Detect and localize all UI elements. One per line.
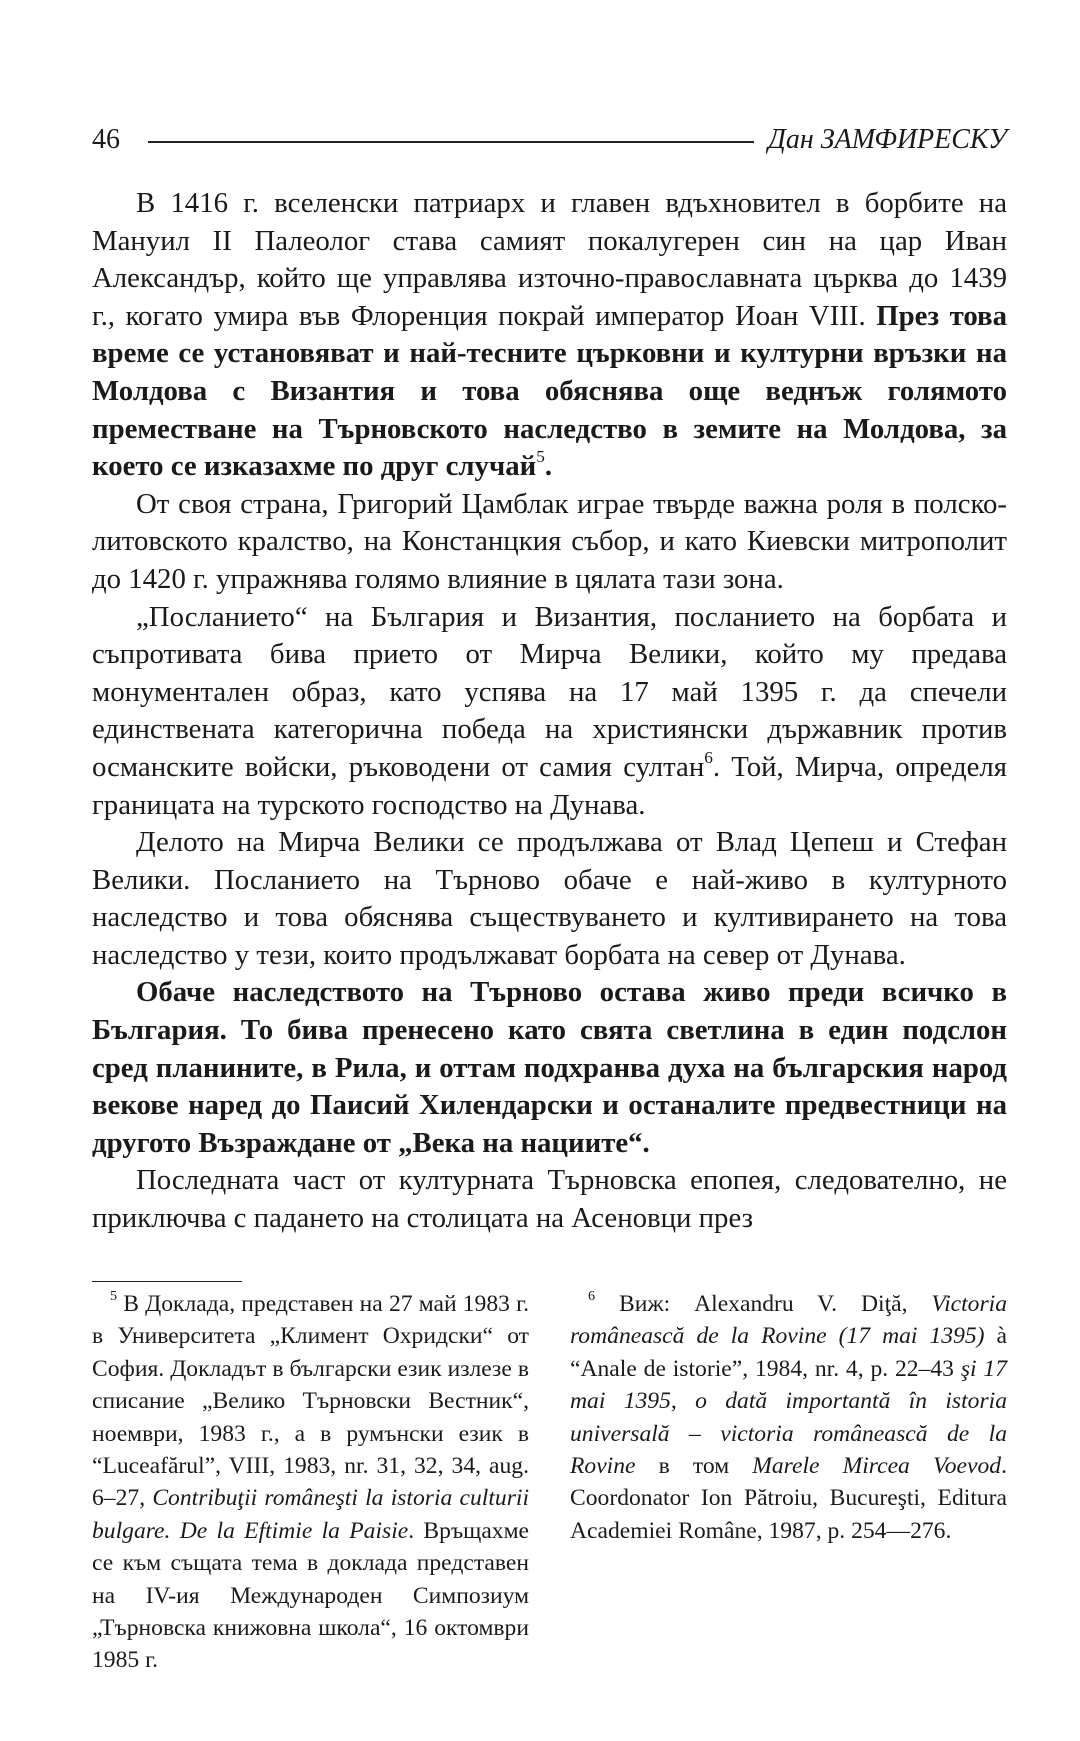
paragraph: Последната част от културната Търновска епопея, следователно, не приключва с падането на столицата на Асеновци през bbox=[92, 1164, 1007, 1235]
footnote-separator bbox=[92, 1281, 242, 1282]
paragraph: Делото на Мирча Велики се продължава от Влад Цепеш и Стефан Велики. Посланието на Търново обаче е най-живо в културното наследство и това обяснява съществуването и култивирането на това наследство у тези, които продължават борбата на север от Дунава. bbox=[92, 826, 1007, 971]
footnotes-left-column bbox=[92, 1288, 529, 1677]
page-number: 46 bbox=[92, 124, 120, 155]
running-head bbox=[92, 120, 1007, 160]
footnotes-right-column bbox=[570, 1288, 1007, 1677]
paragraph: „Посланието“ на България и Византия, посланието на борбата и съпротивата бива прието от Мирча Велики, който му предава монументален образ, като успява на 17 май 1395 г. да спечели единствената категорична победа на християнски държавник против османските войски, ръководени от самия султан$^6$. Той, Мирча, определя границата на турското господство на Дунава. bbox=[92, 600, 1007, 821]
footnote-number: 5 bbox=[110, 1288, 118, 1305]
body-text bbox=[92, 185, 1007, 1238]
footnote-ref: 5 bbox=[536, 446, 545, 466]
footnote-ref: 6 bbox=[704, 747, 713, 767]
running-head-author: Дан ЗАМФИРЕСКУ bbox=[768, 124, 1007, 155]
footnotes bbox=[92, 1288, 1007, 1677]
bold-passage: През това време се установяват и най-тесните църковни и културни връзки на Молдова с Византия и това обяснява още веднъж голямото преместване на Търновското наследство в земите на Молдова, за което се изказахме по друг случай bbox=[92, 299, 1007, 483]
footnote-number: 6 bbox=[588, 1288, 596, 1305]
paragraph bbox=[92, 974, 1007, 1162]
paragraph: В 1416 г. вселенски патриарх и главен вдъхновител в борбите на Мануил II Палеолог става самият покалугерен син на цар Иван Александър, който ще управлява източно-православната църква до 1439 г., когато умира във Флоренция покрай император Иоан VIII. През това време се установяват и най-тесните църковни и културни връзки на Молдова с Византия и това обяснява още веднъж голямото преместване на Търновското наследство в земите на Молдова, за което се изказахме по друг случай$^5$. bbox=[92, 187, 1007, 483]
paragraph: От своя страна, Григорий Цамблак играе твърде важна роля в полско-литовското кралство, на Констанцкия събор, и като Киевски митрополит до 1420 г. упражнява голямо влияние в цялата тази зона. bbox=[92, 487, 1007, 595]
bold-passage: Обаче наследството на Търново остава живо преди всичко в България. То бива пренесено като свята светлина в един подслон сред планините, в Рила, и оттам подхранва духа на българския народ векове наред до Паисий Хилендарски и останалите предвестници на другото Възраждане от „Века на нациите“. bbox=[92, 976, 1007, 1159]
footnote-6: $^6$ Виж: Alexandru V. Diţă, Victoria românească de la Rovine (17 mai 1395) à “Anale de istorie”, 1984, nr. 4, p. 22–43 şi 17 mai 1395, o dată importantă în istoria universală – victoria românească de la Rovine в том Marele Mircea Voevod. Coordonator Ion Pătroiu, Bucureşti, Editura Academiei Române, 1987, p. 254—276. bbox=[570, 1288, 1007, 1544]
footnote-5: $^5$ В Доклада, представен на 27 май 1983 г. в Университета „Климент Охридски“ от София. Докладът в български език излезе в списание „Велико Търновски Вестник“, ноември, 1983 г., а в румънски език в “Luceafărul”, VIII, 1983, nr. 31, 32, 34, aug. 6–27, Contribuţii româneşti la istoria culturii bulgare. De la Eftimie la Paisie. Връщахме се към същата тема в доклада представен на IV-ия Международен Симпозиум „Търновска книжовна школа“, 16 октомври 1985 г. bbox=[92, 1288, 530, 1674]
header-rule bbox=[148, 141, 754, 143]
